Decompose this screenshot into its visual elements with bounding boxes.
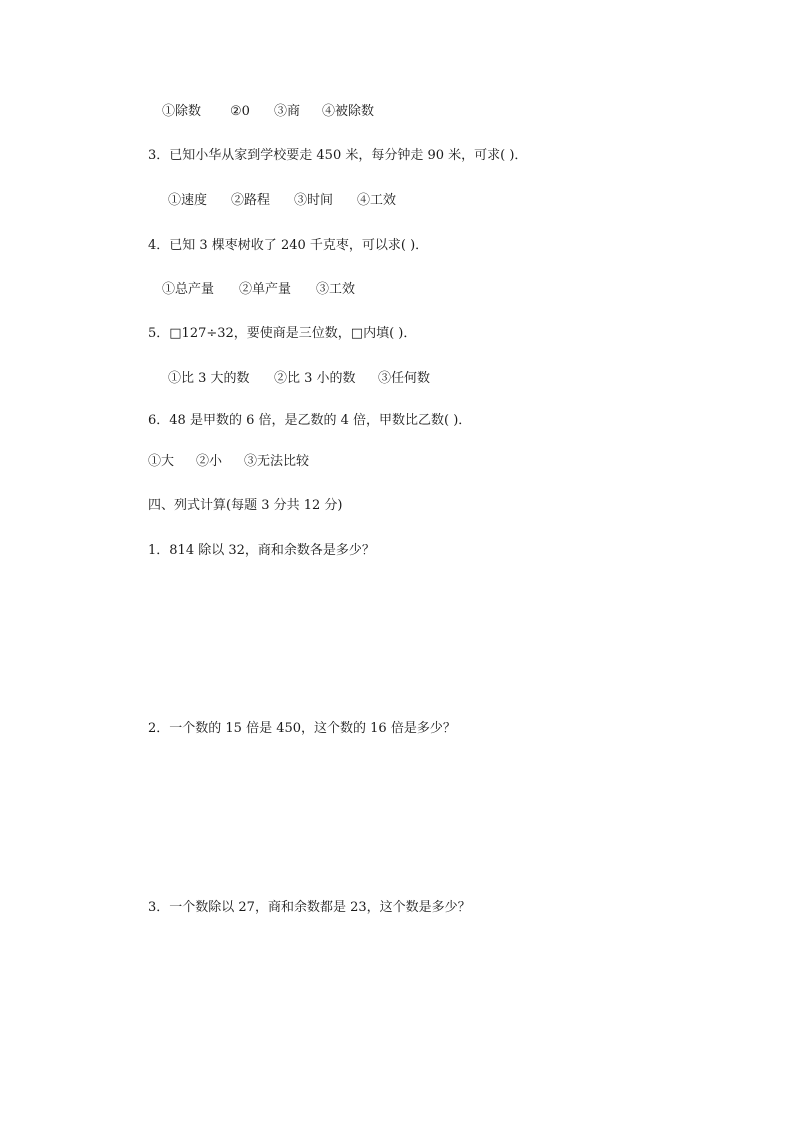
- q3-options: [168, 193, 396, 209]
- q3-option-3: ③时间: [294, 193, 334, 208]
- q2-option-3: ③商: [274, 104, 301, 119]
- q2-option-2: ②0: [230, 104, 250, 119]
- q4-option-1: ①总产量: [162, 282, 215, 297]
- q6-options: [148, 454, 309, 470]
- q4-option-3: ③工效: [316, 282, 356, 297]
- q6-option-2: ②小: [196, 454, 223, 469]
- q3-option-1: ①速度: [168, 193, 208, 208]
- question-3: 3．已知小华从家到学校要走 450 米，每分钟走 90 米，可求( )．: [148, 148, 528, 163]
- q6-option-3: ③无法比较: [244, 454, 310, 469]
- q3-option-4: ④工效: [357, 193, 397, 208]
- question-5: 5．□127÷32，要使商是三位数，□内填( )．: [148, 326, 417, 341]
- q3-option-2: ②路程: [231, 193, 271, 208]
- q5-option-2: ②比 3 小的数: [274, 371, 356, 386]
- q5-option-1: ①比 3 大的数: [168, 371, 250, 386]
- calc-problem-2: 2．一个数的 15 倍是 450，这个数的 16 倍是多少？: [148, 721, 456, 736]
- q6-option-1: ①大: [148, 454, 175, 469]
- question-6: 6．48 是甲数的 6 倍，是乙数的 4 倍，甲数比乙数( )．: [148, 413, 472, 428]
- q2-option-1: ①除数: [162, 104, 202, 119]
- calc-problem-1: 1．814 除以 32，商和余数各是多少？: [148, 543, 375, 558]
- q2-option-4: ④被除数: [322, 104, 375, 119]
- q2-options: [162, 104, 374, 120]
- q4-option-2: ②单产量: [239, 282, 292, 297]
- section-4-title: 四、列式计算(每题 3 分共 12 分): [148, 498, 343, 513]
- q5-option-3: ③任何数: [378, 371, 431, 386]
- q5-options: [168, 371, 430, 387]
- calc-problem-3: 3．一个数除以 27，商和余数都是 23，这个数是多少？: [148, 900, 471, 915]
- question-4: 4．已知 3 棵枣树收了 240 千克枣，可以求( )．: [148, 238, 429, 253]
- q4-options: [162, 282, 355, 298]
